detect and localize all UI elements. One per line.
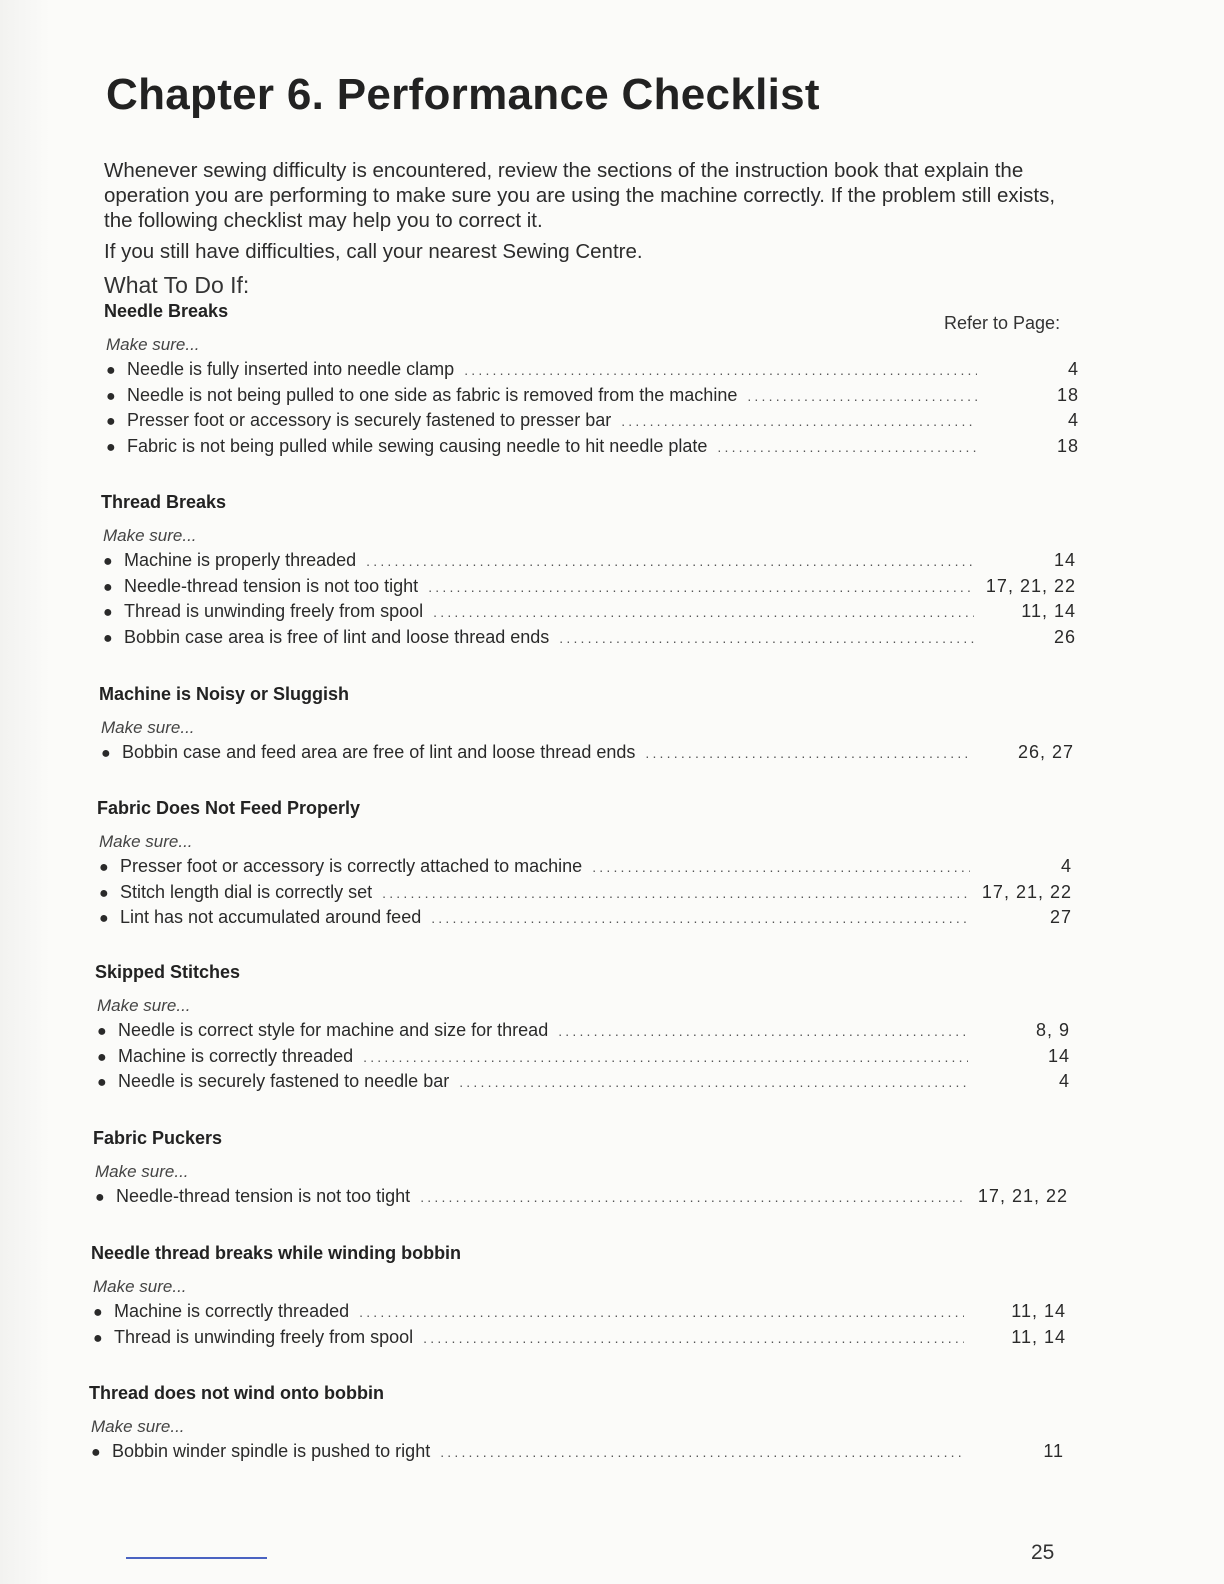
page-reference: 4: [1060, 856, 1072, 876]
checklist-item: [95, 1046, 1070, 1072]
page-reference: 4: [1058, 1071, 1070, 1091]
section-title: Thread Breaks: [101, 492, 227, 512]
checklist-item: [95, 1071, 1070, 1097]
checklist-item: [101, 576, 1076, 602]
item-text: Needle is correct style for machine and size for thread: [118, 1020, 549, 1040]
item-text: Thread is unwinding freely from spool: [114, 1326, 414, 1347]
page-reference: 4: [1067, 410, 1079, 430]
dot-leader: [428, 579, 974, 595]
checklist-item: [104, 436, 1079, 462]
page-reference: 11, 14: [1011, 1326, 1066, 1347]
checklist-item: [95, 1020, 1070, 1046]
bullet-icon: ●: [106, 413, 116, 430]
checklist-item: [104, 359, 1079, 385]
dot-leader: [464, 362, 977, 378]
dot-leader: [363, 1049, 968, 1065]
intro-paragraph: Whenever sewing difficulty is encountered, review the sections of the instruction book that explain the operation you are performing to make sure you are using the machine correctly. If the problem still exists, the following checklist may help you to correct it.: [104, 159, 1056, 232]
item-text: Thread is unwinding freely from spool: [124, 601, 424, 621]
checklist-item: [97, 907, 1072, 933]
bullet-icon: ●: [99, 910, 109, 927]
item-text: Bobbin case area is free of lint and loose thread ends: [124, 626, 550, 647]
section-title: Thread does not wind onto bobbin: [89, 1383, 384, 1403]
make-sure-label: Make sure...: [97, 996, 191, 1015]
checklist-section: [99, 684, 1074, 768]
page-reference: 4: [1067, 359, 1079, 379]
dot-leader: [459, 1074, 968, 1090]
item-text: Needle-thread tension is not too tight: [124, 575, 419, 596]
section-title: Fabric Does Not Feed Properly: [97, 798, 361, 818]
checklist-section: [101, 492, 1076, 652]
page-reference: 17, 21, 22: [977, 1186, 1068, 1206]
dot-leader: [382, 885, 970, 901]
dot-leader: [420, 1189, 966, 1205]
item-text: Bobbin case and feed area are free of lint and loose thread ends: [122, 742, 636, 762]
item-text: Needle is not being pulled to one side as fabric is removed from the machine: [127, 384, 738, 405]
checklist-item: [104, 410, 1079, 436]
make-sure-label: Make sure...: [99, 832, 193, 851]
page-reference: 17, 21, 22: [981, 881, 1072, 902]
bullet-icon: ●: [106, 438, 116, 456]
bullet-icon: ●: [99, 859, 109, 876]
bullet-icon: ●: [103, 553, 113, 570]
bullet-icon: ●: [97, 1074, 107, 1091]
item-text: Fabric is not being pulled while sewing causing needle to hit needle plate: [127, 435, 708, 456]
page-title: Chapter 6. Performance Checklist: [106, 70, 820, 119]
make-sure-label: Make sure...: [93, 1277, 187, 1296]
checklist-item: [104, 385, 1079, 411]
bullet-icon: ●: [93, 1329, 103, 1347]
bullet-icon: ●: [106, 387, 116, 405]
dot-leader: [431, 910, 970, 926]
page-reference: 18: [1056, 435, 1079, 456]
item-text: Bobbin winder spindle is pushed to right: [112, 1441, 431, 1461]
checklist-item: [91, 1327, 1066, 1353]
page-reference: 14: [1053, 550, 1076, 570]
checklist-item: [101, 627, 1076, 653]
page-reference: 17, 21, 22: [985, 575, 1076, 596]
bullet-icon: ●: [99, 884, 109, 902]
page-reference: 8, 9: [1035, 1020, 1070, 1040]
section-title: Skipped Stitches: [95, 962, 241, 982]
section-title: Needle thread breaks while winding bobbin: [91, 1243, 462, 1263]
dot-leader: [558, 1023, 968, 1039]
section-title: Fabric Puckers: [93, 1128, 223, 1148]
bullet-icon: ●: [103, 578, 113, 596]
checklist-item: [97, 856, 1072, 882]
page-reference: 18: [1056, 384, 1079, 405]
checklist-item: [101, 550, 1076, 576]
page-reference: 11, 14: [1011, 1301, 1066, 1321]
item-text: Needle is securely fastened to needle bar: [118, 1071, 450, 1091]
refer-to-page-label: Refer to Page:: [944, 313, 1061, 333]
dot-leader: [592, 859, 970, 875]
bullet-icon: ●: [103, 629, 113, 647]
scan-edge: [0, 0, 50, 1584]
checklist-item: [99, 742, 1074, 768]
dot-leader: [559, 630, 974, 646]
page-number: 25: [1031, 1541, 1055, 1564]
bullet-icon: ●: [101, 745, 111, 762]
bullet-icon: ●: [106, 362, 116, 379]
item-text: Machine is correctly threaded: [114, 1301, 350, 1321]
checklist-item: [97, 882, 1072, 908]
dot-leader: [621, 413, 977, 429]
dot-leader: [717, 439, 977, 455]
page-reference: 27: [1049, 907, 1072, 927]
dot-leader: [433, 604, 974, 620]
page-reference: 11: [1043, 1441, 1064, 1461]
dot-leader: [747, 388, 977, 404]
checklist-section: [97, 798, 1072, 933]
dot-leader: [645, 745, 972, 761]
intro-contact: If you still have difficulties, call your nearest Sewing Centre.: [104, 240, 643, 263]
make-sure-label: Make sure...: [91, 1417, 185, 1436]
item-text: Needle is fully inserted into needle clamp: [127, 359, 455, 379]
dot-leader: [440, 1444, 962, 1460]
checklist-section: [95, 962, 1070, 1097]
bullet-icon: ●: [93, 1304, 103, 1321]
make-sure-label: Make sure...: [95, 1162, 189, 1181]
section-title: Needle Breaks: [104, 301, 229, 321]
page-reference: 11, 14: [1021, 601, 1076, 621]
item-text: Lint has not accumulated around feed: [120, 907, 422, 927]
bullet-icon: ●: [95, 1189, 105, 1206]
item-text: Needle-thread tension is not too tight: [116, 1186, 411, 1206]
item-text: Presser foot or accessory is securely fastened to presser bar: [127, 410, 612, 430]
checklist-item: [93, 1186, 1068, 1212]
checklist-item: [89, 1441, 1064, 1467]
bullet-icon: ●: [91, 1444, 101, 1461]
checklist-item: [101, 601, 1076, 627]
item-text: Stitch length dial is correctly set: [120, 881, 373, 902]
dot-leader: [423, 1330, 964, 1346]
page-reference: 26: [1053, 626, 1076, 647]
footer-rule: [126, 1557, 267, 1559]
bullet-icon: ●: [103, 604, 113, 621]
item-text: Presser foot or accessory is correctly attached to machine: [120, 856, 583, 876]
make-sure-label: Make sure...: [106, 335, 200, 354]
checklist-item: [91, 1301, 1066, 1327]
checklist-section: [104, 301, 1079, 461]
make-sure-label: Make sure...: [101, 718, 195, 737]
dot-leader: [366, 553, 974, 569]
dot-leader: [359, 1304, 964, 1320]
what-to-do-heading: What To Do If:: [104, 272, 250, 298]
make-sure-label: Make sure...: [103, 526, 197, 545]
checklist-section: [93, 1128, 1068, 1212]
checklist-section: [89, 1383, 1064, 1467]
bullet-icon: ●: [97, 1048, 107, 1066]
checklist-section: [91, 1243, 1066, 1352]
item-text: Machine is properly threaded: [124, 550, 357, 570]
page-reference: 26, 27: [1017, 742, 1074, 762]
item-text: Machine is correctly threaded: [118, 1045, 354, 1066]
bullet-icon: ●: [97, 1023, 107, 1040]
page-reference: 14: [1047, 1045, 1070, 1066]
section-title: Machine is Noisy or Sluggish: [99, 684, 350, 704]
